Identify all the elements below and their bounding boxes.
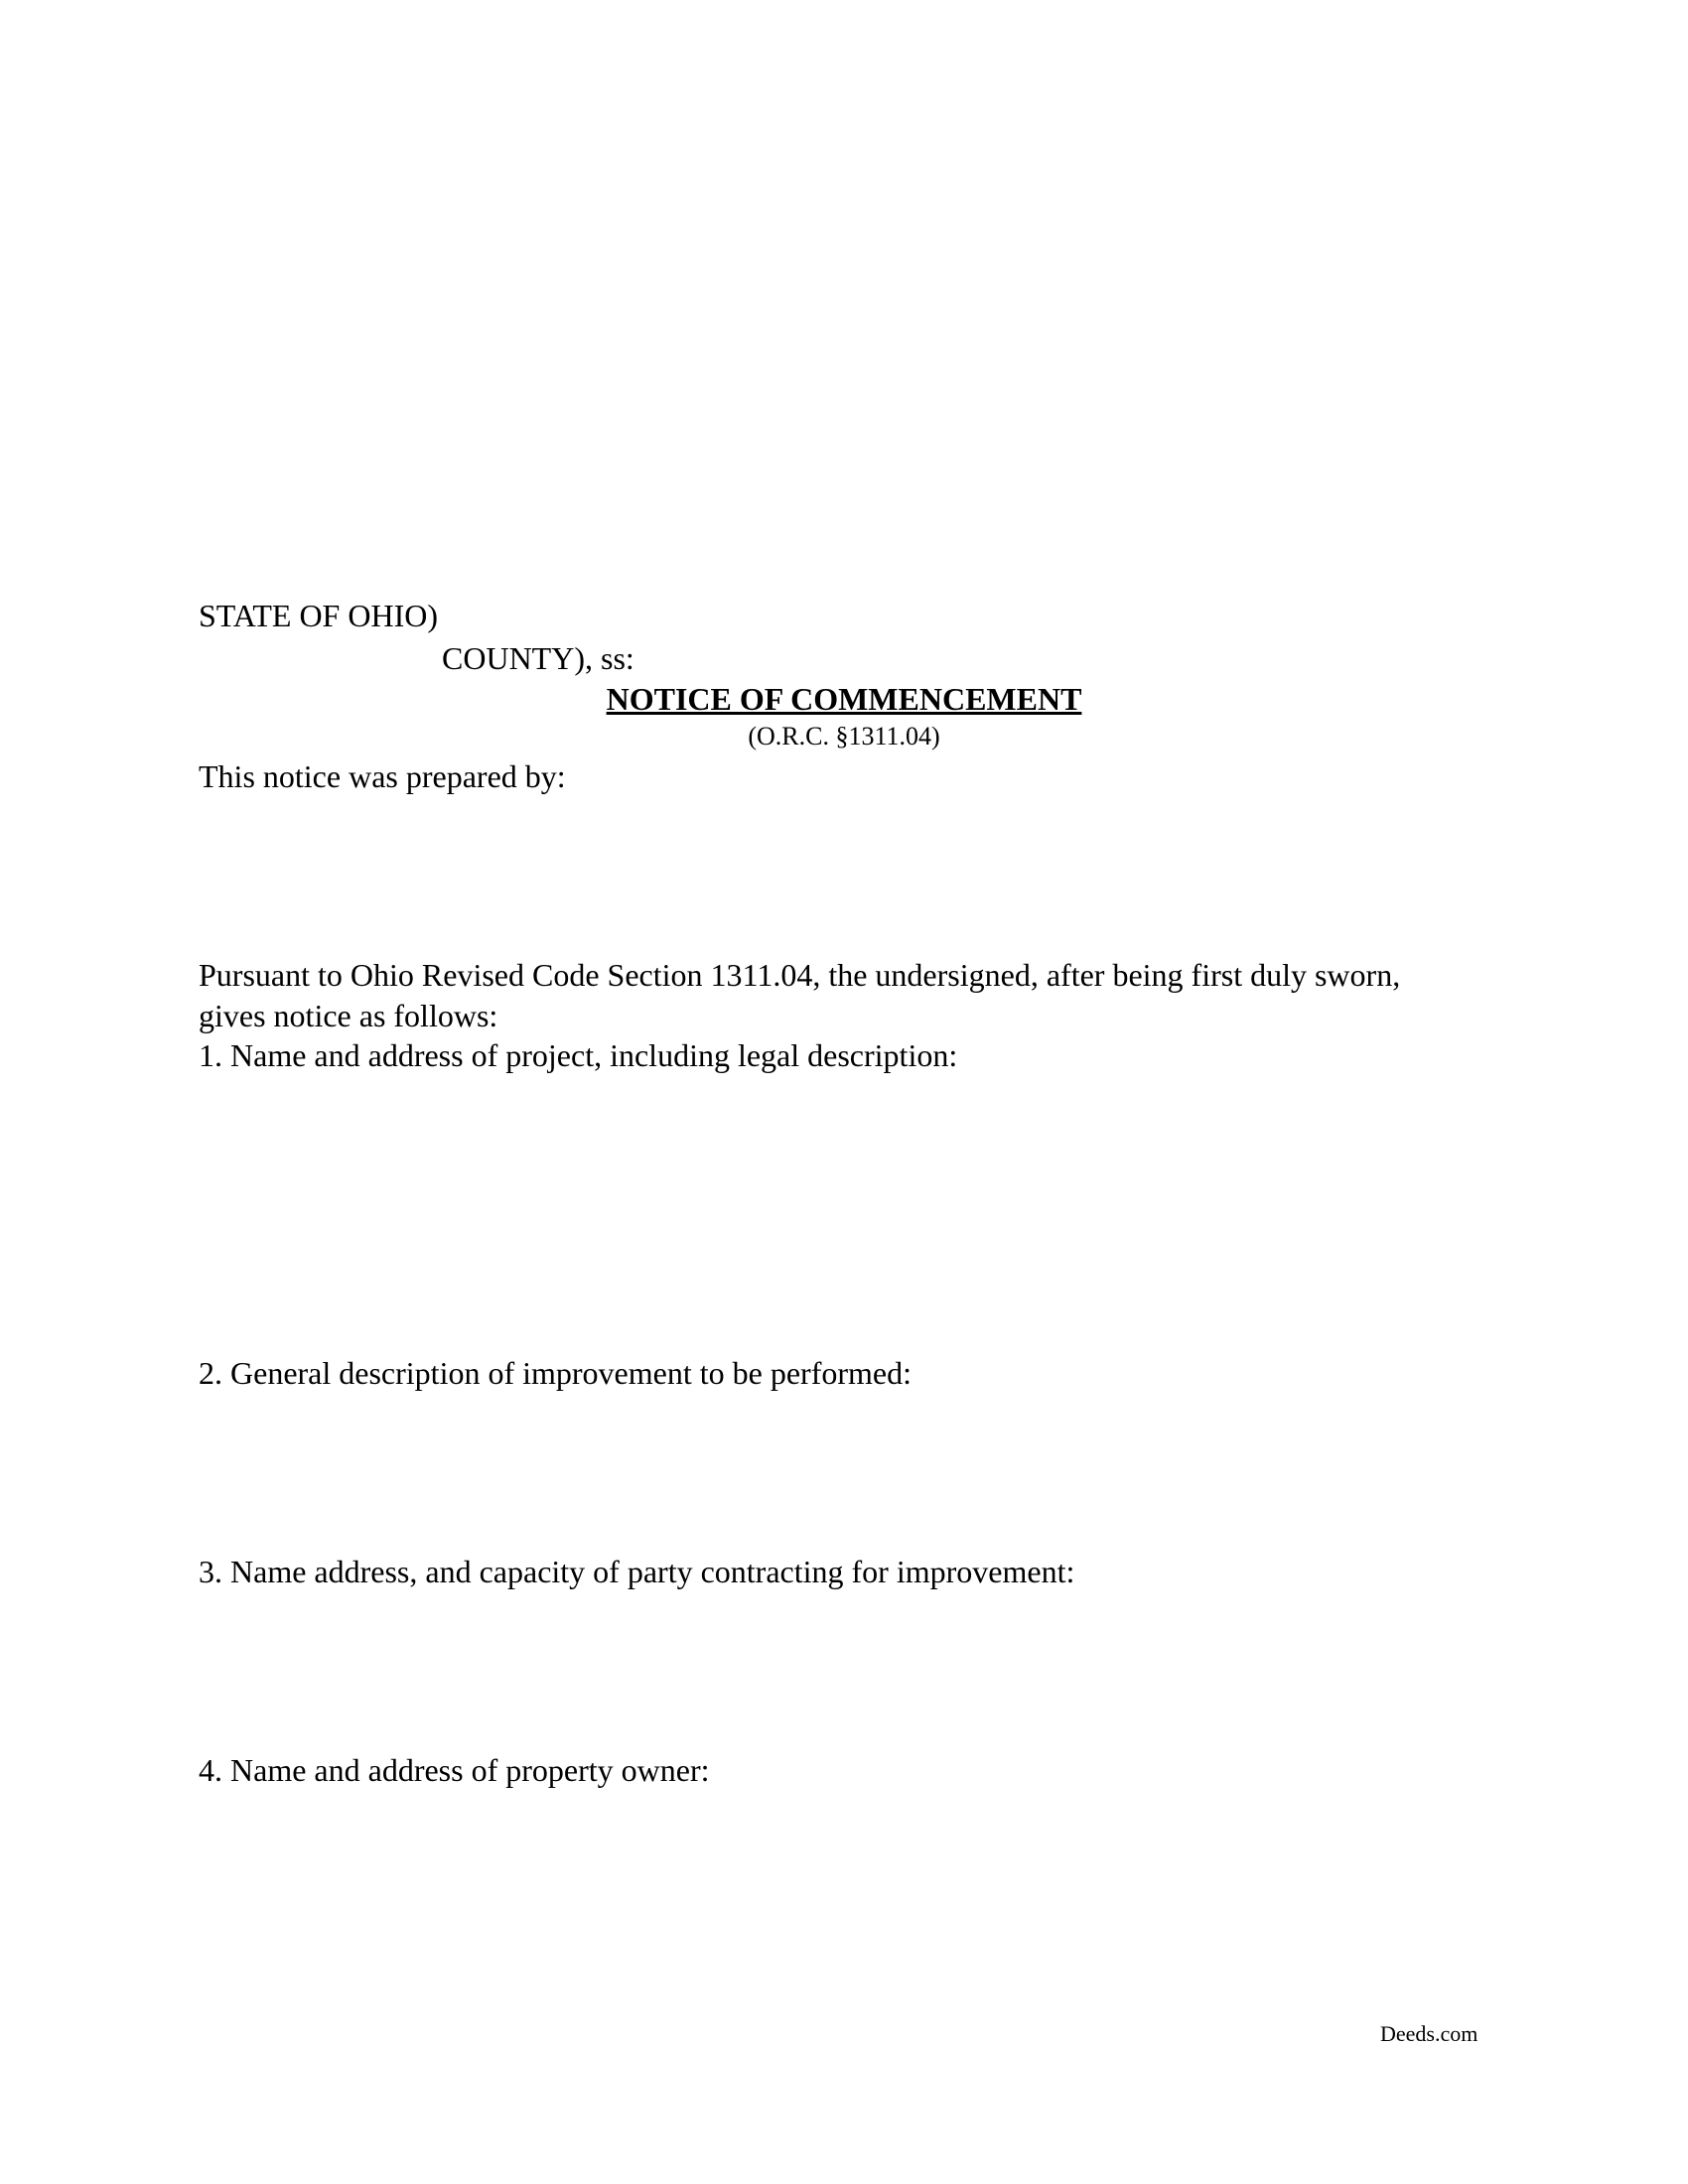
document-title: NOTICE OF COMMENCEMENT	[606, 681, 1082, 717]
item-4-property-owner: 4. Name and address of property owner:	[199, 1752, 710, 1788]
item-2-improvement: 2. General description of improvement to be performed:	[199, 1355, 912, 1391]
item-3-contracting-party: 3. Name address, and capacity of party contracting for improvement:	[199, 1554, 1075, 1589]
caption-state: STATE OF OHIO)	[199, 598, 438, 633]
footer-brand: Deeds.com	[1380, 2021, 1478, 2046]
statute-reference: (O.R.C. §1311.04)	[748, 722, 940, 751]
item-1-project: 1. Name and address of project, including legal description:	[199, 1037, 958, 1073]
prepared-by-label: This notice was prepared by:	[199, 758, 566, 794]
intro-line-1: Pursuant to Ohio Revised Code Section 1311.04, the undersigned, after being first duly sworn,	[199, 957, 1401, 993]
intro-line-2: gives notice as follows:	[199, 998, 498, 1033]
caption-county: COUNTY), ss:	[442, 640, 634, 676]
